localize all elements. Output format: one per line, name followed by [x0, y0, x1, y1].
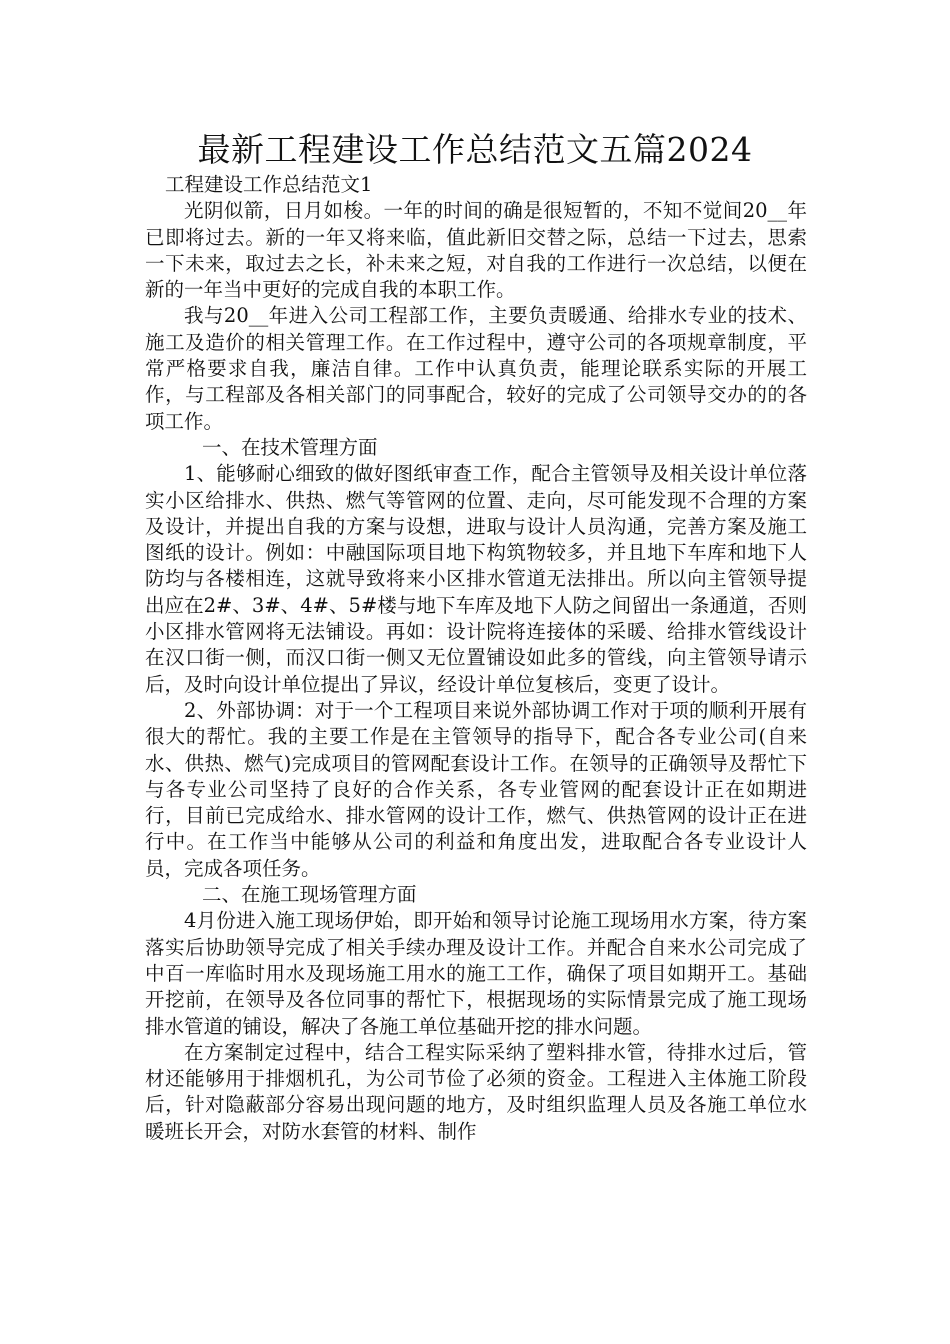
heading-site-management: 二、在施工现场管理方面	[202, 883, 417, 907]
paragraph-duties: 我与20__年进入公司工程部工作，主要负责暖通、给排水专业的技术、施工及造价的相关管理工作。在工作过程中，遵守公司的各项规章制度，平常严格要求自我，廉洁自律。工作中认真负责，能理论联系实际的开展工作，与工程部及各相关部门的同事配合，较好的完成了公司领导交办的的各项工作。	[145, 304, 807, 433]
paragraph-plan-making: 在方案制定过程中，结合工程实际采纳了塑料排水管，待排水过后，管材还能够用于排烟机孔，为公司节俭了必须的资金。工程进入主体施工阶段后，针对隐蔽部分容易出现问题的地方，及时组织监理人员及各施工单位水暖班长开会，对防水套管的材料、制作	[145, 1040, 807, 1143]
paragraph-external-coordination: 2、外部协调：对于一个工程项目来说外部协调工作对于项的顺利开展有很大的帮忙。我的主要工作是在主管领导的指导下，配合各专业公司(自来水、供热、燃气)完成项目的管网配套设计工作。在领导的正确领导及帮忙下与各专业公司坚持了良好的合作关系，各专业管网的配套设计正在如期进行，目前已完成给水、排水管网的设计工作，燃气、供热管网的设计正在进行中。在工作当中能够从公司的利益和角度出发，进取配合各专业设计人员，完成各项任务。	[145, 698, 807, 880]
paragraph-intro: 光阴似箭，日月如梭。一年的时间的确是很短暂的，不知不觉间20__年已即将过去。新的一年又将来临，值此新旧交替之际，总结一下过去，思索一下未来，取过去之长，补未来之短，对自我的工作进行一次总结，以便在新的一年当中更好的完成自我的本职工作。	[145, 199, 807, 302]
section-subtitle: 工程建设工作总结范文1	[165, 173, 373, 196]
paragraph-drawing-review: 1、能够耐心细致的做好图纸审查工作，配合主管领导及相关设计单位落实小区给排水、供热、燃气等管网的位置、走向，尽可能发现不合理的方案及设计，并提出自我的方案与设想，进取与设计人员沟通，完善方案及施工图纸的设计。例如：中融国际项目地下构筑物较多，并且地下车库和地下人防均与各楼相连，这就导致将来小区排水管道无法排出。所以向主管领导提出应在2#、3#、4#、5#楼与地下车库及地下人防之间留出一条通道，否则小区排水管网将无法铺设。再如：设计院将连接体的采暖、给排水管线设计在汉口街一侧，而汉口街一侧又无位置铺设如此多的管线，向主管领导请示后，及时向设计单位提出了异议，经设计单位复核后，变更了设计。	[145, 462, 807, 696]
heading-technical-management: 一、在技术管理方面	[202, 435, 378, 459]
document-title: 最新工程建设工作总结范文五篇2024	[197, 130, 753, 169]
paragraph-site-water: 4月份进入施工现场伊始，即开始和领导讨论施工现场用水方案，待方案落实后协助领导完成了相关手续办理及设计工作。并配合自来水公司完成了中百一库临时用水及现场施工用水的施工工作，确保了项目如期开工。基础开挖前，在领导及各位同事的帮忙下，根据现场的实际情景完成了施工现场排水管道的铺设，解决了各施工单位基础开挖的排水问题。	[145, 909, 807, 1038]
document-body	[145, 172, 807, 1145]
